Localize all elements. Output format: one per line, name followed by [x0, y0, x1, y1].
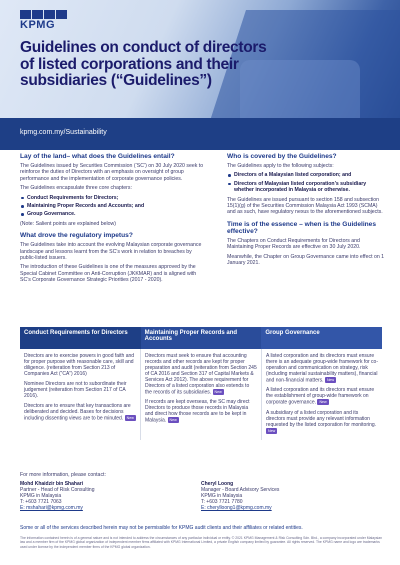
- new-badge: New: [169, 418, 177, 423]
- new-badge: New: [214, 390, 222, 394]
- section-heading: What drove the regulatory impetus?: [20, 232, 133, 240]
- note: (Note: Salient points are explained below): [20, 220, 117, 227]
- list-item: Directors of Malaysian listed corporation’s subsidiary whether incorporated in Malaysia or otherwise.: [227, 181, 387, 194]
- footer-note: Some or all of the services described herein may not be permissible for KPMG audit clients and their affiliates or related entities.: [20, 525, 303, 531]
- new-badge: New: [126, 416, 134, 420]
- contact-phone: T: +603 7721 7063: [20, 499, 62, 505]
- table-cell: Directors are to exercise powers in good faith and for proper purpose with reasonable care, skill and diligence. (reiteration from Section 213 of Companies Act (“CA”) 2016): [24, 353, 135, 377]
- url-band: [0, 118, 400, 150]
- new-badge: New: [319, 400, 327, 405]
- list-item: Directors of a Malaysian listed corporation; and: [227, 172, 387, 178]
- sustainability-link[interactable]: kpmg.com.my/Sustainability: [20, 129, 107, 136]
- contact-role: Partner - Head of Risk Consulting: [20, 487, 95, 493]
- contact-name: Mohd Khaidzir bin Shahari: [20, 481, 84, 487]
- section-heading: Who is covered by the Guidelines?: [227, 153, 337, 160]
- list-item: Conduct Requirements for Directors;: [20, 195, 205, 201]
- contact-phone: T: +603 7721 7780: [201, 499, 243, 505]
- table-cell: Directors must seek to ensure that accounting records and other records are kept for proper preparation and audit (reiteration from Section 245 of CA 2016 and Section 317 of Capital Markets & Services Act 2012). The above requirement for Directors of a listed corporation also extends to the records of its subsidiaries. New: [145, 353, 257, 396]
- table-column-group: [262, 349, 382, 440]
- chapter-list: [20, 195, 205, 218]
- paragraph: The Chapters on Conduct Requirements for Directors and Maintaining Proper Records are effective on 30 July 2020.: [227, 237, 361, 251]
- list-item: Group Governance.: [20, 211, 205, 217]
- paragraph: The Guidelines are issued pursuant to section 158 and subsection 15(1)(g) of the Securities Commission Malaysia Act 1993 (SCMA) and as such, have regulatory nexus to the aforementioned subjects.: [227, 196, 383, 216]
- table-column-conduct: [20, 349, 141, 440]
- table-cell: If records are kept overseas, the SC may direct Directors to produce those records in Malaysia and direct how those records are to be kept in Malaysia. New: [145, 399, 250, 424]
- table-cell: A listed corporation and its directors must ensure there is an adequate group-wide framework for co-operation and communication on strategy, risk (including material sustainability matters), financial and non-financial matters. New: [266, 353, 379, 384]
- table-cell: Nominee Directors are not to subordinate their judgement (reiteration from Section 217 of CA 2016).: [24, 381, 127, 399]
- left-column: [20, 153, 205, 287]
- table-header: [20, 327, 382, 349]
- table-column-records: [141, 349, 262, 440]
- contact-row: [20, 481, 382, 511]
- contact-email-link[interactable]: E: cherylloong1@kpmg.com.my: [201, 505, 272, 511]
- contact-role: Manager - Board Advisory Services: [201, 487, 280, 493]
- column-header: Conduct Requirements for Directors: [20, 327, 141, 349]
- section-heading: Time is of the essence – when is the Guidelines effective?: [227, 220, 377, 235]
- paragraph: The Guidelines take into account the evolving Malaysian corporate governance landscape and lessons learnt from the SC’s work in relation to breaches by public-listed issuers.: [20, 242, 202, 262]
- table-cell: A subsidiary of a listed corporation and its directors must provide any relevant information requested by the listed corporation for monitoring. New: [266, 409, 377, 433]
- contact-name: Cheryl Loong: [201, 481, 234, 487]
- logo-text: KPMG: [20, 19, 55, 31]
- kpmg-logo: [20, 10, 68, 32]
- contact-card: [201, 481, 382, 511]
- subject-list: [227, 172, 387, 193]
- new-badge: New: [268, 428, 276, 433]
- contact-org: KPMG in Malaysia: [20, 493, 62, 499]
- contacts-intro: For more information, please contact:: [20, 472, 106, 478]
- paragraph: The Guidelines encapsulate three core chapters:: [20, 185, 132, 192]
- table-cell: A listed corporation and its directors must ensure the establishment of group-wide framework on corporate governance. New: [266, 387, 375, 406]
- contact-email-link[interactable]: E: mshahari@kpmg.com.my: [20, 505, 83, 511]
- section-heading: Lay of the land– what does the Guidelines entail?: [20, 153, 175, 160]
- table-cell: Directors are to ensure that key transactions are deliberated and decided. Bases for decisions including dissenting views are to be minuted. New: [24, 403, 134, 422]
- contacts-section: [20, 472, 382, 511]
- disclaimer: The information contained herein is of a general nature and is not intended to address the circumstances of any particular individual or entity. © 2021 KPMG Management & Risk Consulting Sdn. Bhd., a company incorporated under Malaysian law and a member firm of the KPMG global organization of independent member firms affiliated with KPMG International Limited, a private English company limited by guarantee. All rights reserved. The KPMG name and logo are trademarks used under license by the independent member firms of the KPMG global organization.: [20, 536, 383, 549]
- contact-org: KPMG in Malaysia: [201, 493, 243, 499]
- column-header: Group Governance: [261, 327, 382, 349]
- paragraph: The Guidelines apply to the following subjects:: [227, 163, 334, 169]
- paragraph: Meanwhile, the Chapter on Group Governance came into effect on 1 January 2021.: [227, 253, 385, 267]
- paragraph: The Guidelines issued by Securities Commission (‘SC’) on 30 July 2020 seek to reinforce the duties of Directors with an emphasis on oversight of group performance and the implementation of corporate governance policies.: [20, 163, 204, 182]
- logo-boxes: [20, 10, 68, 19]
- page-title: Guidelines on conduct of directors of listed corporations and their subsidiaries (“Guidelines”): [20, 39, 267, 89]
- column-header: Maintaining Proper Records and Accounts: [141, 327, 262, 349]
- list-item: Maintaining Proper Records and Accounts; and: [20, 203, 205, 209]
- table-body: [20, 349, 382, 440]
- new-badge: New: [326, 378, 335, 382]
- right-column: [227, 153, 387, 269]
- contact-card: [20, 481, 201, 511]
- chapters-table: [20, 327, 382, 440]
- paragraph: The introduction of these Guidelines is one of the measures approved by the Special Cabinet Committee on Anti-Corruption (JKKMAR) and is aligned with SC’s Corporate Governance Strategic Priorities (2017 - 2020).: [20, 264, 197, 284]
